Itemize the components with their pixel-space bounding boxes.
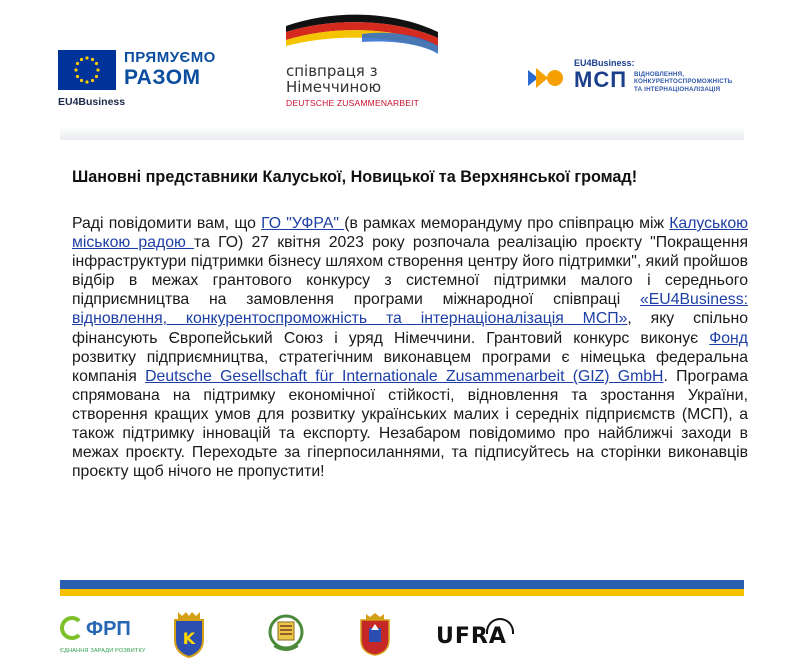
body-text-5: розвитку підприємництва, стратегічним виконавцем програми є німецька федеральна компанія <box>72 348 748 385</box>
msp-logo-desc-3: ТА ІНТЕРНАЦІОНАЛІЗАЦІЯ <box>634 85 721 93</box>
kalush-coat-of-arms-icon <box>172 610 206 658</box>
ufra-logo-name: UFRA <box>436 624 507 649</box>
body-text-3: та ГО) 27 квітня 2023 року розпочала реалізацію проєкту "Покращення інфраструктури підтримки бізнесу шляхом створення центру його підтримки", який пройшов відбір в межах грантового конкурсу з системної підтримки малого і середнього підприємництва на замовлення програми міжнародної співпраці <box>72 234 748 309</box>
msp-logo-desc-1: ВІДНОВЛЕННЯ, <box>634 71 685 78</box>
msp-logo-top: EU4Business: <box>574 58 635 68</box>
ufra-logo <box>436 618 546 658</box>
link-giz[interactable]: Deutsche Gesellschaft für Internationale Zusammenarbeit (GIZ) GmbH <box>145 367 664 385</box>
verkhnia-coat-of-arms-icon <box>358 612 392 656</box>
flag-wave-icon <box>282 14 442 66</box>
link-kalush-city-council[interactable]: Калуською міською радою <box>72 215 748 252</box>
svg-text:K: K <box>182 629 196 648</box>
header-divider <box>60 126 744 140</box>
eu-flag-icon <box>58 50 116 90</box>
body-text-2: (в рамках меморандуму про співпрацю між <box>344 215 670 232</box>
msp-logo-desc <box>634 71 732 93</box>
letter-greeting: Шановні представники Калуської, Новицької та Верхнянської громад! <box>72 168 638 186</box>
link-eu4business-program[interactable]: «EU4Business: відновлення, конкурентоспроможність та інтернаціоналізація МСП» <box>72 291 748 328</box>
footer-stripe-yellow <box>60 589 744 596</box>
eu-logo <box>58 48 218 108</box>
frp-logo <box>60 612 170 662</box>
eu4business-msp-logo <box>528 58 768 94</box>
frp-logo-sub: ЄДНАННЯ ЗАРАДИ РОЗВИТКУ <box>60 648 146 654</box>
footer-stripe-blue <box>60 580 744 589</box>
link-fond[interactable]: Фонд <box>709 329 748 347</box>
body-text-1: Раді повідомити вам, що <box>72 215 262 232</box>
eu-logo-sub: EU4Business <box>58 96 126 108</box>
de-logo-line3: DEUTSCHE ZUSAMMENARBEIT <box>286 97 420 108</box>
msp-logo-desc-2: КОНКУРЕНТОСПРОМОЖНІСТЬ <box>634 78 733 86</box>
letter-body <box>72 214 748 481</box>
de-logo-line2: Німеччиною <box>286 77 382 96</box>
eu-logo-line1: ПРЯМУЄМО <box>124 49 216 66</box>
germany-cooperation-logo <box>282 14 442 114</box>
link-go-ufra[interactable]: ГО "УФРА" <box>261 215 345 232</box>
eu-logo-title <box>124 50 216 88</box>
body-text-4: , яку спільно фінансують Європейський Союз і уряд Німеччини. Грантовий конкурс виконує <box>72 310 748 347</box>
de-logo-line1: співпраця з <box>286 62 378 80</box>
body-text-6: . Програма спрямована на підтримку економічної стійкості, відновлення та зростання України, створення кращих умов для розвитку українських малих і середніх підприємств (МСП), а також підтримку інновацій та експорту. Незабаром повідомимо про найближчі заходи в межах проєкту. Переходьте за гіперпосиланнями, та підписуйтесь на сторінки виконавців проєкту щоб нічого не пропустити! <box>72 367 748 481</box>
arrows-icon <box>528 66 564 90</box>
eu-logo-line2: РАЗОМ <box>124 66 201 89</box>
novytsia-coat-of-arms-icon <box>268 612 304 654</box>
frp-logo-name: ФРП <box>86 618 131 640</box>
msp-logo-title: МСП <box>574 67 628 92</box>
frp-ring-icon <box>60 616 84 640</box>
